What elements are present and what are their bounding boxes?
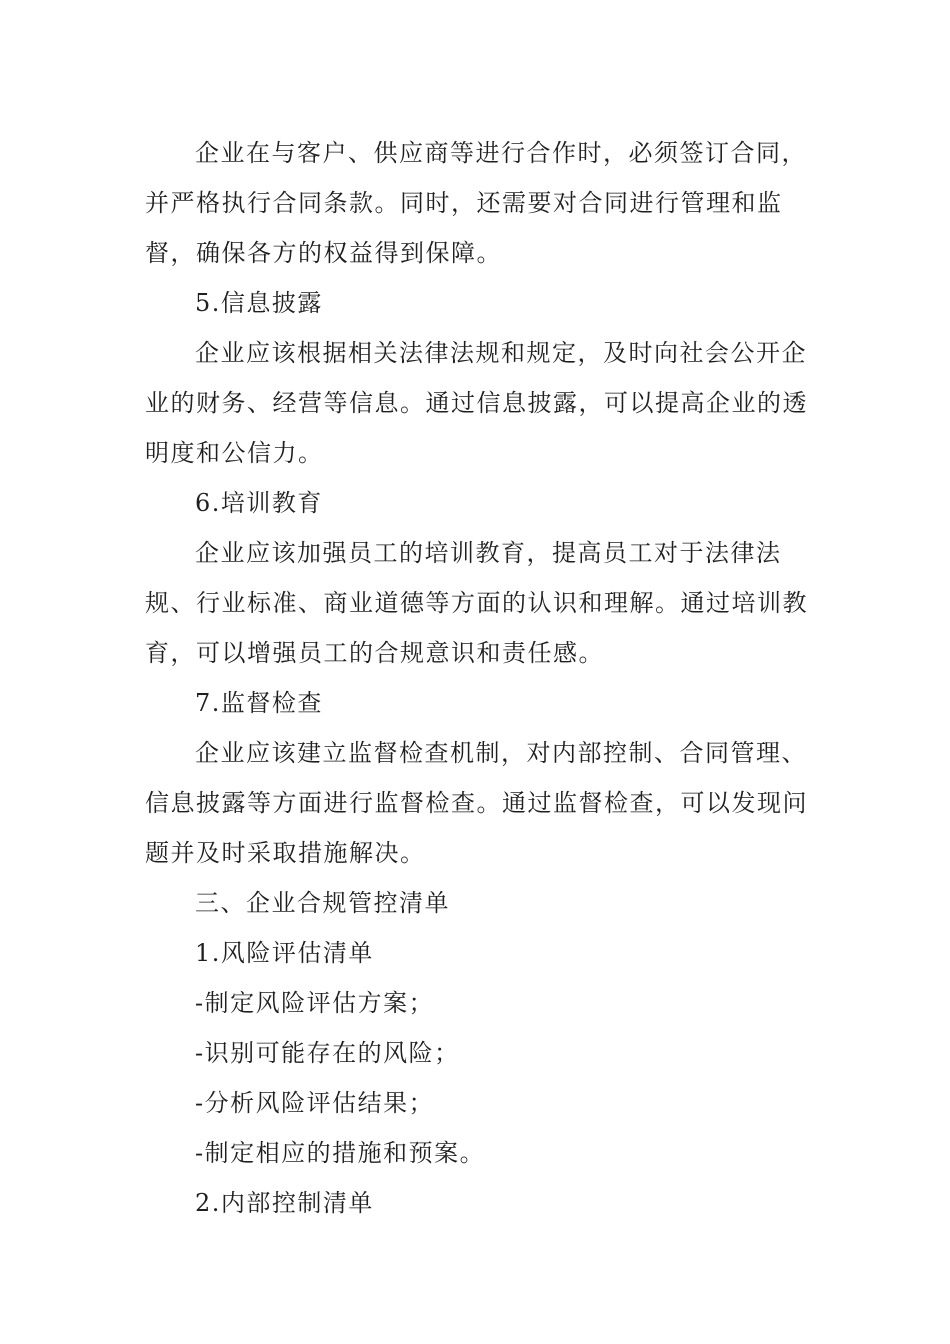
risk-list-item: -制定风险评估方案； — [195, 989, 435, 1017]
paragraph-disclosure: 企业应该根据相关法律法规和规定，及时向社会公开企业的财务、经营等信息。通过信息披露，可以提高企业的透明度和公信力。 — [145, 339, 808, 467]
paragraph-contract: 企业在与客户、供应商等进行合作时，必须签订合同，并严格执行合同条款。同时，还需要对合同进行管理和监督，确保各方的权益得到保障。 — [145, 139, 807, 267]
heading-supervision: 7.监督检查 — [195, 689, 323, 717]
heading-training: 6.培训教育 — [195, 489, 323, 517]
paragraph-supervision: 企业应该建立监督检查机制，对内部控制、合同管理、信息披露等方面进行监督检查。通过监督检查，可以发现问题并及时采取措施解决。 — [145, 739, 808, 867]
heading-disclosure: 5.信息披露 — [195, 289, 323, 317]
risk-list-item: -识别可能存在的风险； — [195, 1039, 460, 1067]
document-body — [145, 128, 810, 1228]
risk-list-item: -制定相应的措施和预案。 — [195, 1139, 486, 1167]
heading-risk-list: 1.风险评估清单 — [195, 939, 374, 967]
risk-list-item: -分析风险评估结果； — [195, 1089, 435, 1117]
paragraph-training: 企业应该加强员工的培训教育，提高员工对于法律法规、行业标准、商业道德等方面的认识和理解。通过培训教育，可以增强员工的合规意识和责任感。 — [145, 539, 808, 667]
heading-section-3: 三、企业合规管控清单 — [195, 889, 450, 917]
heading-internal-control: 2.内部控制清单 — [195, 1189, 374, 1217]
